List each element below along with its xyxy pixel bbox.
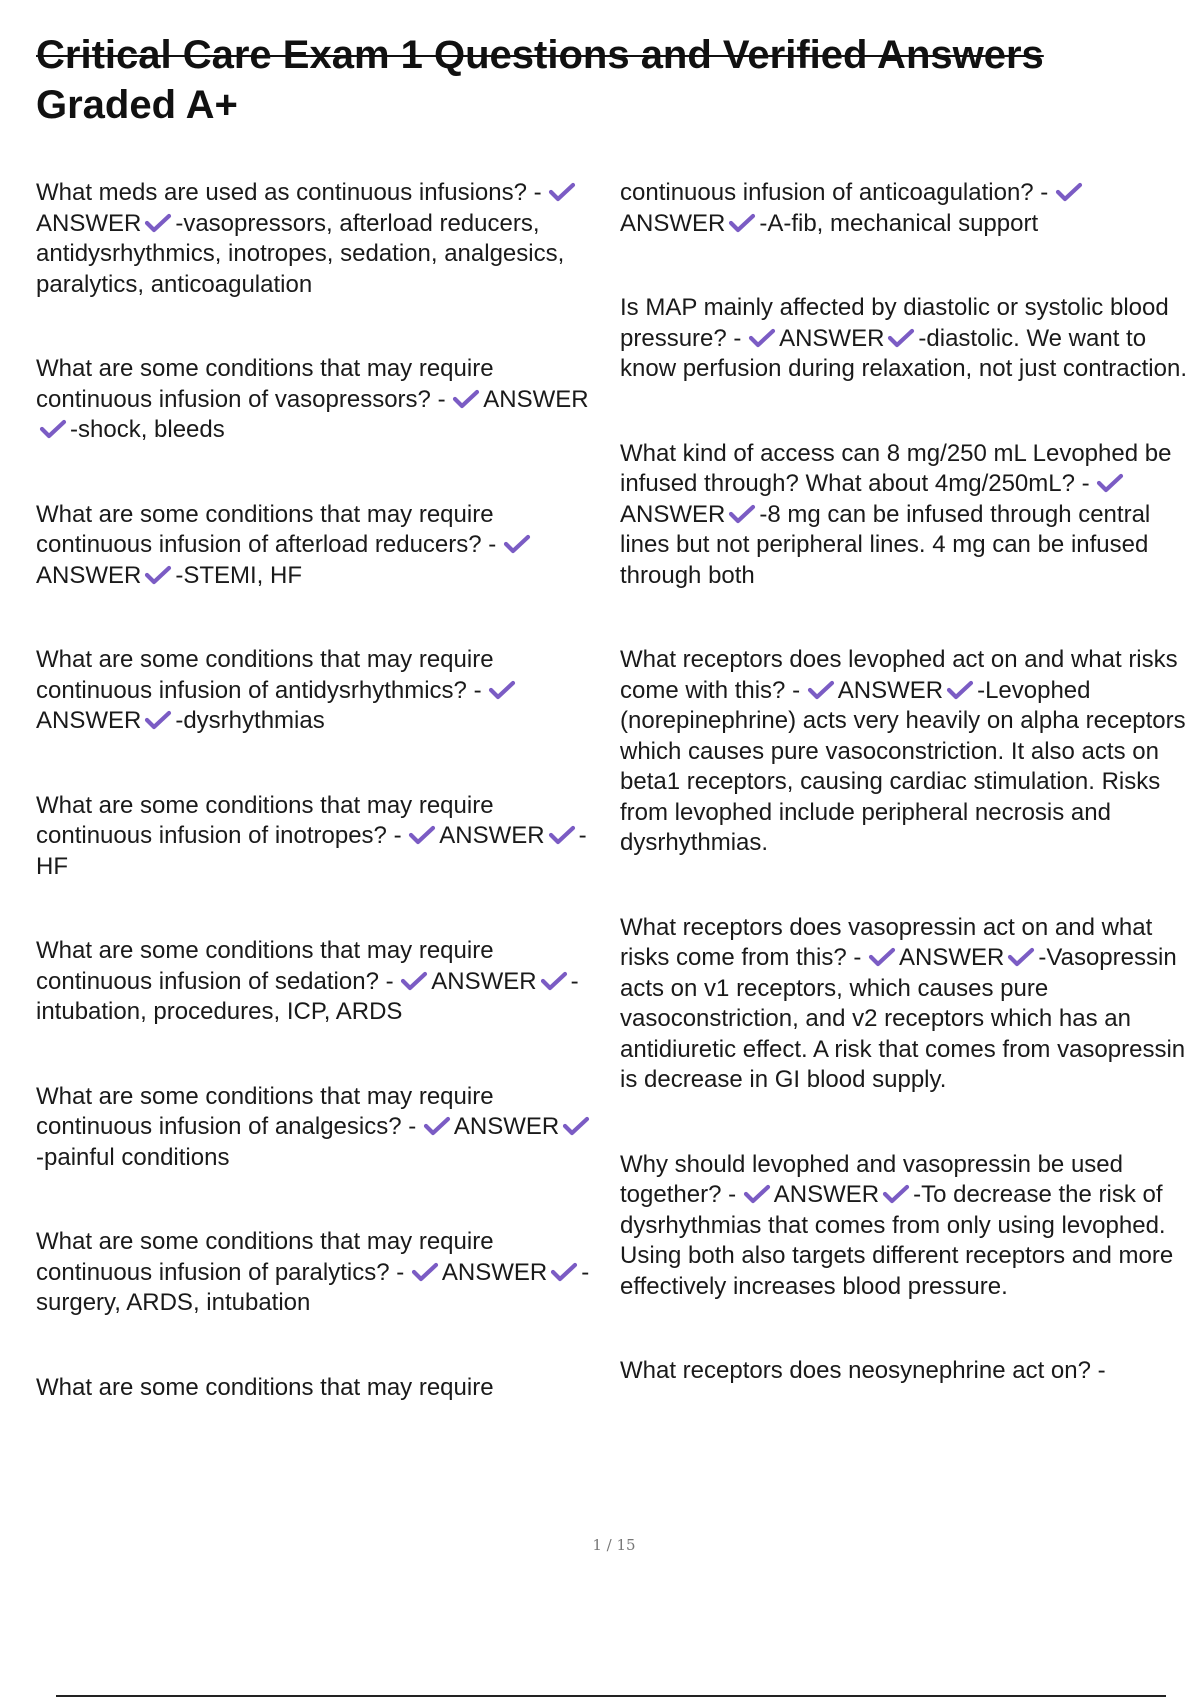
page-number: 1 / 15 <box>592 1536 636 1554</box>
checkmark-icon <box>807 679 835 701</box>
answer-label: ANSWER <box>441 1258 548 1286</box>
qa-item <box>620 913 1190 1096</box>
qa-item <box>36 1227 596 1319</box>
answer-text: -HF <box>36 822 587 880</box>
qa-item <box>620 293 1190 385</box>
footer-divider <box>56 1695 1166 1697</box>
checkmark-icon <box>144 564 172 586</box>
answer-label: ANSWER <box>36 707 142 734</box>
answer-label: ANSWER <box>899 944 1005 971</box>
answer-label: ANSWER <box>779 324 885 352</box>
left-column <box>36 178 596 1403</box>
qa-item <box>36 354 596 446</box>
answer-label: ANSWER <box>620 500 726 528</box>
checkmark-icon <box>743 1183 771 1205</box>
answer-text: -8 mg can be infused through central lines but not peripheral lines. 4 mg can be infused through both <box>620 500 1151 589</box>
checkmark-icon <box>728 503 756 525</box>
answer-text: -shock, bleeds <box>70 416 225 443</box>
question-text: Why should levophed and vasopressin be used together? - <box>620 1150 1123 1208</box>
checkmark-icon <box>144 212 172 234</box>
answer-text: -A-fib, mechanical support <box>759 209 1039 237</box>
checkmark-icon <box>540 970 568 992</box>
checkmark-icon <box>1007 946 1035 968</box>
answer-label: ANSWER <box>431 967 537 995</box>
question-text: What are some conditions that may require continuous infusion of paralytics? - <box>36 1228 494 1286</box>
question-text: What receptors does vasopressin act on and what risks come from this? - <box>620 913 1153 971</box>
question-text: Is MAP mainly affected by diastolic or systolic blood pressure? - <box>620 294 1169 352</box>
qa-item <box>36 500 596 592</box>
answer-label: ANSWER <box>483 385 589 413</box>
checkmark-icon <box>882 1183 910 1205</box>
answer-text: -surgery, ARDS, intubation <box>36 1258 590 1316</box>
answer-label: ANSWER <box>773 1181 880 1208</box>
question-text: What are some conditions that may require <box>36 1373 494 1401</box>
question-text: continuous infusion of anticoagulation? - <box>620 179 1049 206</box>
question-text: What receptors does neosynephrine act on? - <box>620 1357 1106 1384</box>
checkmark-icon <box>728 212 756 234</box>
checkmark-icon <box>452 388 480 410</box>
checkmark-icon <box>411 1261 439 1283</box>
checkmark-icon <box>548 824 576 846</box>
answer-label: ANSWER <box>620 209 726 237</box>
qa-item <box>36 645 596 737</box>
answer-label: ANSWER <box>36 209 142 237</box>
qa-item <box>620 645 1190 859</box>
question-text: What are some conditions that may require continuous infusion of inotropes? - <box>36 791 494 849</box>
answer-label: ANSWER <box>453 1113 560 1140</box>
qa-item <box>620 1150 1190 1303</box>
answer-label: ANSWER <box>439 822 545 849</box>
document-title-line-2: Graded A+ <box>36 83 238 127</box>
qa-item <box>36 1373 596 1404</box>
checkmark-icon <box>488 679 516 701</box>
question-text: What receptors does levophed act on and what risks come with this? - <box>620 646 1178 704</box>
checkmark-icon <box>748 327 776 349</box>
checkmark-icon <box>946 679 974 701</box>
checkmark-icon <box>548 181 576 203</box>
qa-item <box>620 1356 1190 1387</box>
checkmark-icon <box>144 709 172 731</box>
qa-item <box>36 178 596 300</box>
answer-text: -dysrhythmias <box>175 707 325 734</box>
checkmark-icon <box>550 1261 578 1283</box>
checkmark-icon <box>1096 472 1124 494</box>
right-column <box>620 178 1190 1387</box>
answer-label: ANSWER <box>36 561 142 589</box>
answer-text: -Vasopressin acts on v1 receptors, which causes pure vasoconstriction, and v2 receptors which has an antidiuretic effect. A risk that comes from vasopressin is decrease in GI blood supply. <box>620 944 1186 1093</box>
question-text: What meds are used as continuous infusions? - <box>36 179 542 206</box>
checkmark-icon <box>1055 181 1083 203</box>
answer-text: -To decrease the risk of dysrhythmias that comes from only using levophed. Using both also targets different receptors and more effectively increases blood pressure. <box>620 1181 1174 1300</box>
answer-text: -intubation, procedures, ICP, ARDS <box>36 967 579 1025</box>
answer-text: -diastolic. We want to know perfusion during relaxation, not just contraction. <box>620 324 1187 382</box>
checkmark-icon <box>562 1115 590 1137</box>
document-title <box>36 30 1166 130</box>
answer-text: -STEMI, HF <box>175 561 302 589</box>
qa-item <box>36 936 596 1028</box>
checkmark-icon <box>39 418 67 440</box>
document-title-line-1: Critical Care Exam 1 Questions and Verified Answers <box>36 33 1044 77</box>
question-text: What are some conditions that may require continuous infusion of analgesics? - <box>36 1082 494 1140</box>
qa-item <box>620 439 1190 592</box>
checkmark-icon <box>868 946 896 968</box>
answer-text: -painful conditions <box>36 1143 230 1171</box>
checkmark-icon <box>408 824 436 846</box>
checkmark-icon <box>400 970 428 992</box>
question-text: What are some conditions that may require continuous infusion of antidysrhythmics? - <box>36 646 494 704</box>
answer-label: ANSWER <box>837 676 944 704</box>
checkmark-icon <box>887 327 915 349</box>
question-text: What kind of access can 8 mg/250 mL Levophed be infused through? What about 4mg/250mL? - <box>620 439 1172 497</box>
answer-text: -Levophed (norepinephrine) acts very heavily on alpha receptors which causes pure vasoconstriction. It also acts on beta1 receptors, causing cardiac stimulation. Risks from levophed include peripheral necrosis and dysrhythmias. <box>620 676 1186 856</box>
qa-item <box>36 791 596 883</box>
question-text: What are some conditions that may require continuous infusion of vasopressors? - <box>36 355 494 413</box>
answer-text: -vasopressors, afterload reducers, antidysrhythmics, inotropes, sedation, analgesics, paralytics, anticoagulation <box>36 209 565 298</box>
question-text: What are some conditions that may require continuous infusion of afterload reducers? - <box>36 500 497 558</box>
qa-item <box>36 1082 596 1174</box>
question-text: What are some conditions that may require continuous infusion of sedation? - <box>36 937 494 995</box>
checkmark-icon <box>423 1115 451 1137</box>
checkmark-icon <box>503 533 531 555</box>
qa-item <box>620 178 1190 239</box>
